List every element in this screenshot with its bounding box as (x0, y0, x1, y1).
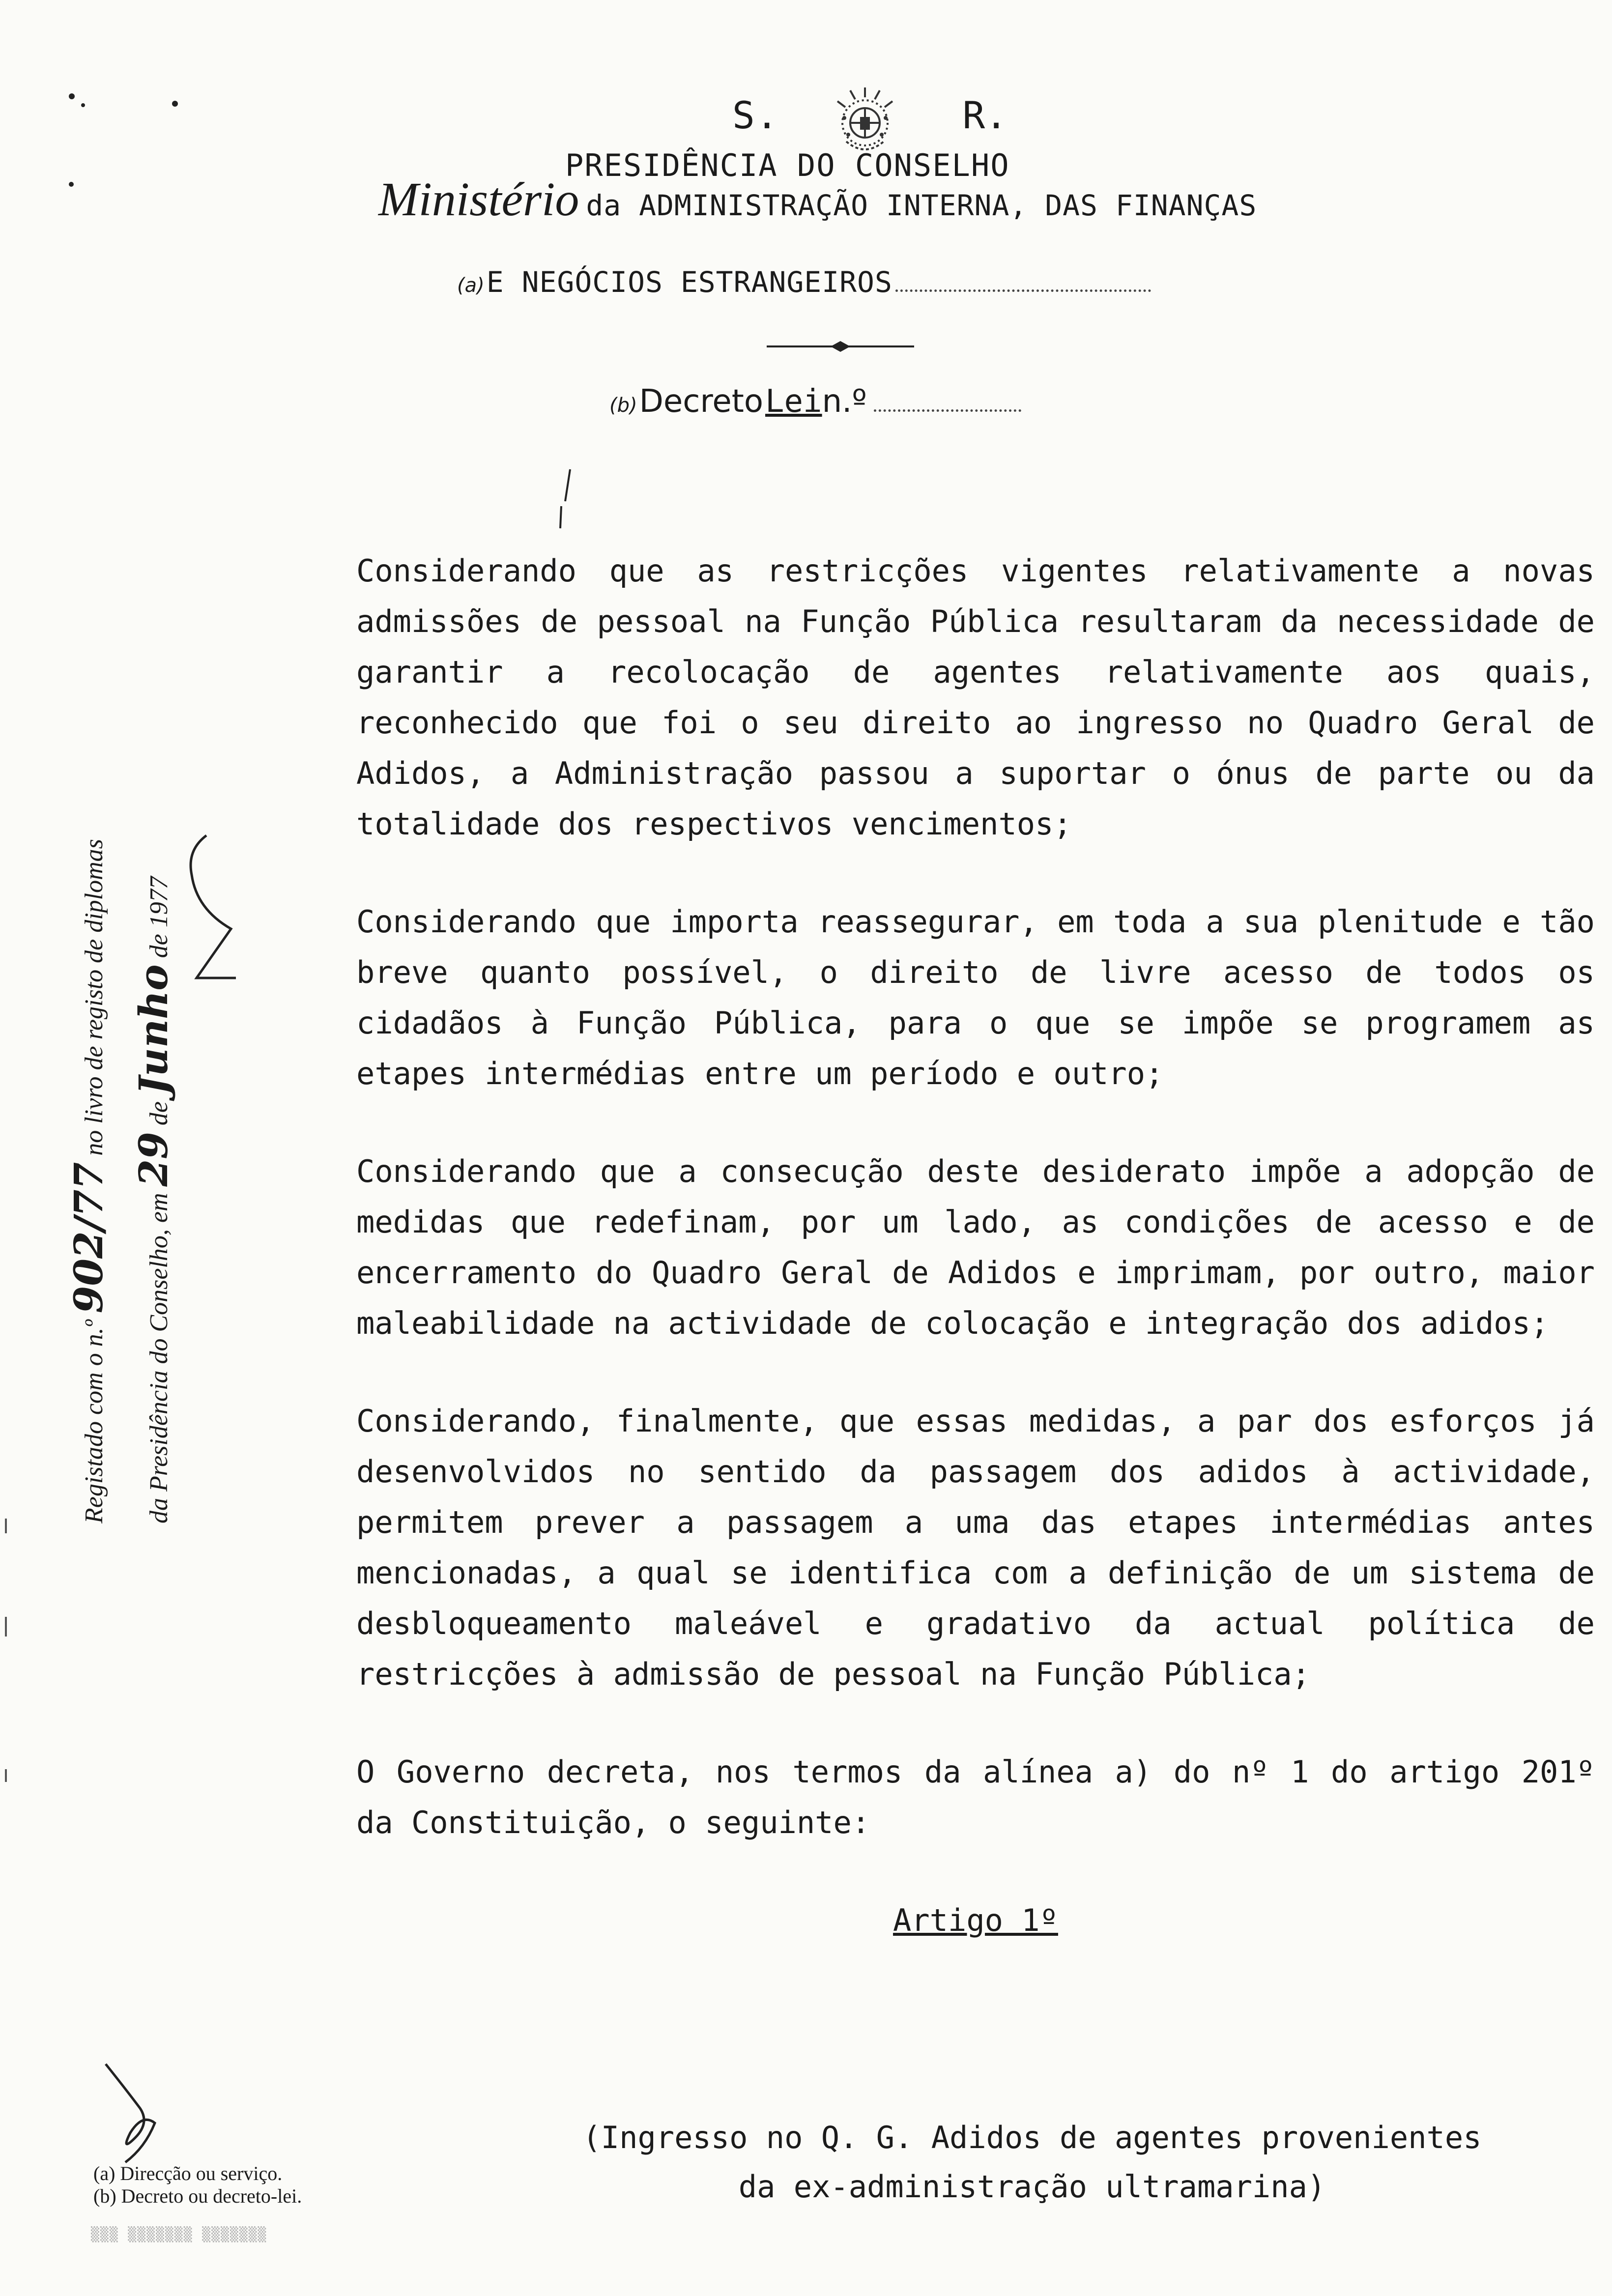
fill-line (874, 409, 1021, 412)
ministerio-heading (378, 172, 1257, 231)
registration-line-1 (59, 491, 124, 1523)
preamble-paragraph-2: Considerando que importa reassegurar, em toda a sua plenitude e tão breve quanto possível, o direito de livre acesso de todos os cidadãos à Função Pública, para o que se impõe se programem as etapes intermédias entre um período e outro; (356, 904, 1595, 1091)
registration-day: 29 (130, 1132, 176, 1187)
scan-speck (172, 101, 178, 107)
pen-stroke (550, 467, 580, 531)
decreto-heading (609, 383, 1021, 420)
sr-right: R. (962, 93, 1008, 137)
article-title: Artigo 1º (893, 1902, 1058, 1938)
footnotes (93, 2162, 302, 2208)
fill-line (895, 289, 1151, 292)
registration-note (59, 491, 187, 1523)
registration-de: de (145, 1101, 173, 1126)
divider-ornament-icon (767, 339, 914, 354)
preamble-paragraph-3: Considerando que a consecução deste desiderato impõe a adopção de medidas que redefinam, por um lado, as condições de acesso e de encerramento do Quadro Geral de Adidos e imprimam, por outro, maior maleabilidade na actividade de colocação e integração dos adidos; (356, 1153, 1595, 1341)
ministerio-names: da ADMINISTRAÇÃO INTERNA, DAS FINANÇAS (586, 189, 1257, 222)
sr-left: S. (732, 93, 779, 137)
footnote-marker-b: (b) (609, 394, 637, 417)
initials-signature (96, 2059, 170, 2167)
scan-mark (5, 1617, 7, 1636)
negocios-heading (457, 265, 1151, 299)
registration-suffix: no livro de registo de diplomas (80, 839, 108, 1156)
article-subtitle: (Ingresso no Q. G. Adidos de agentes provenientes da ex-administração ultramarina) (582, 2120, 1482, 2205)
negocios-text: E NEGÓCIOS ESTRANGEIROS (486, 265, 892, 299)
ministerio-word: Ministério (378, 173, 579, 226)
decreto-lei: Lei (765, 383, 822, 420)
presidencia-heading: PRESIDÊNCIA DO CONSELHO (565, 147, 1010, 183)
decreto-number-label: n.º (822, 383, 867, 420)
registration-line-2 (124, 491, 189, 1523)
scan-mark (5, 1769, 7, 1782)
scan-speck (69, 182, 74, 187)
registration-date-prefix: da Presidência do Conselho, em (145, 1193, 173, 1523)
scan-speck (69, 93, 75, 99)
footnote-b: (b) Decreto ou decreto-lei. (93, 2185, 302, 2207)
scan-mark (5, 1519, 7, 1533)
scan-speck (81, 103, 85, 107)
print-code-smudge: ▒▒▒ ▒▒▒▒▒▒▒ ▒▒▒▒▒▒▒ (91, 2226, 267, 2242)
decree-body (356, 545, 1595, 1993)
decreto-label: Decreto (639, 383, 763, 420)
preamble-paragraph-4: Considerando, finalmente, que essas medidas, a par dos esforços já desenvolvidos no sentido da passagem dos adidos à actividade, permitem prever a passagem a uma das etapes intermédias antes mencionadas, a qual se identifica com a definição de um sistema de desbloqueamento maleável e gradativo da actual política de restricções à admissão de pessoal na Função Pública; (356, 1403, 1595, 1692)
footnote-marker-a: (a) (457, 274, 485, 297)
footnote-a: (a) Direcção ou serviço. (93, 2162, 283, 2184)
registration-year: de 1977 (145, 876, 173, 958)
registration-number: 902/77 (65, 1162, 112, 1314)
registration-month: Junho (130, 964, 176, 1095)
article-heading (356, 1895, 1595, 1946)
registration-prefix: Registado com o n.º (80, 1320, 108, 1523)
enacting-clause: O Governo decreta, nos termos da alínea a) do nº 1 do artigo 201º da Constituição, o seguinte: (356, 1754, 1595, 1840)
preamble-paragraph-1: Considerando que as restricções vigentes relativamente a novas admissões de pessoal na Função Pública resultaram da necessidade de garantir a recolocação de agentes relativamente aos quais, reconhecido que foi o seu direito ao ingresso no Quadro Geral de Adidos, a Administração passou a suportar o ónus de parte ou da totalidade dos respectivos vencimentos; (356, 553, 1595, 842)
handwritten-mark (177, 831, 246, 988)
